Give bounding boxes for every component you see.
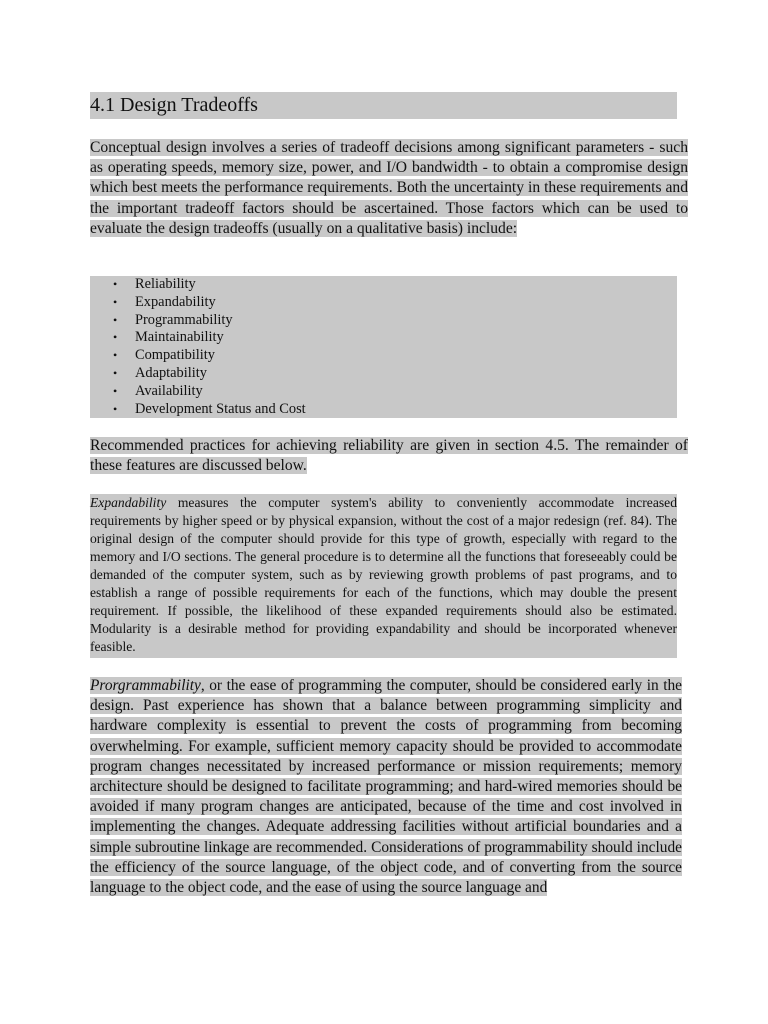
intro-paragraph bbox=[90, 138, 688, 239]
factor-label: Expandability bbox=[135, 293, 216, 310]
list-item bbox=[90, 365, 677, 383]
factor-label: Adaptability bbox=[135, 364, 207, 381]
programmability-term: Prorgrammability bbox=[90, 677, 201, 694]
factor-label: Availability bbox=[135, 382, 203, 399]
factor-label: Maintainability bbox=[135, 329, 224, 346]
programmability-paragraph bbox=[90, 676, 682, 898]
factor-label: Programmability bbox=[135, 311, 233, 328]
intro-text: Conceptual design involves a series of tradeoff decisions among significant parameters - such as operating speeds, memory size, power, and I/O bandwidth - to obtain a compromise design which best meets the performance requirements. Both the uncertainty in these requirements and the important tradeoff factors should be ascertained. Those factors which can be used to evaluate the design tradeoffs (usually on a qualitative basis) include: bbox=[90, 139, 688, 237]
factor-label: Development Status and Cost bbox=[135, 400, 306, 417]
factor-label: Compatibility bbox=[135, 347, 215, 364]
programmability-text: , or the ease of programming the computer, should be considered early in the design. Past experience has shown that a balance between programming simplicity and hardware complexity is essential to prevent the costs of programming from becoming overwhelming. For example, sufficient memory capacity should be provided to accommodate program changes necessitated by increased performance or mission requirements; memory architecture should be designed to facilitate programming; and hard-wired memories should be avoided if many program changes are anticipated, because of the time and cost involved in implementing the changes. Adequate addressing facilities without artificial boundaries and a simple subroutine linkage are recommended. Considerations of programmability should include the efficiency of the source language, of the object code, and of converting from the source language to the object code, and the ease of using the source language and bbox=[90, 677, 682, 897]
bullet-icon: • bbox=[113, 348, 118, 363]
expandability-term: Expandability bbox=[90, 495, 167, 510]
tradeoff-factor-list bbox=[90, 276, 677, 418]
list-item bbox=[90, 383, 677, 401]
bullet-icon: • bbox=[113, 312, 118, 327]
section-heading: 4.1 Design Tradeoffs bbox=[90, 92, 677, 119]
bullet-icon: • bbox=[113, 330, 118, 345]
bullet-icon: • bbox=[113, 294, 118, 309]
recommended-paragraph bbox=[90, 436, 688, 476]
bullet-icon: • bbox=[113, 365, 118, 380]
programmability-body bbox=[90, 677, 682, 896]
bullet-icon: • bbox=[113, 401, 118, 416]
expandability-paragraph bbox=[90, 494, 677, 658]
factor-label: Reliability bbox=[135, 276, 196, 292]
list-item bbox=[90, 294, 677, 312]
bullet-icon: • bbox=[113, 277, 118, 291]
bullet-icon: • bbox=[113, 383, 118, 398]
document-page bbox=[90, 92, 692, 897]
list-item bbox=[90, 329, 677, 347]
expandability-text: measures the computer system's ability to conveniently accommodate increased requirements by higher speed or by physical expansion, without the cost of a major redesign (ref. 84). The original design of the computer should provide for this type of growth, especially with regard to the memory and I/O sections. The general procedure is to determine all the functions that foreseeably could be demanded of the computer system, such as by reviewing growth problems of past programs, and to establish a range of possible requirements for each of the functions, which may double the present requirement. If possible, the likelihood of these expanded requirements should also be estimated. Modularity is a desirable method for providing expandability and should be incorporated whenever feasible. bbox=[90, 495, 677, 654]
list-item bbox=[90, 276, 677, 294]
list-item bbox=[90, 347, 677, 365]
list-item bbox=[90, 401, 677, 419]
recommended-text: Recommended practices for achieving reliability are given in section 4.5. The remainder of these features are discussed below. bbox=[90, 437, 688, 474]
list-item bbox=[90, 312, 677, 330]
